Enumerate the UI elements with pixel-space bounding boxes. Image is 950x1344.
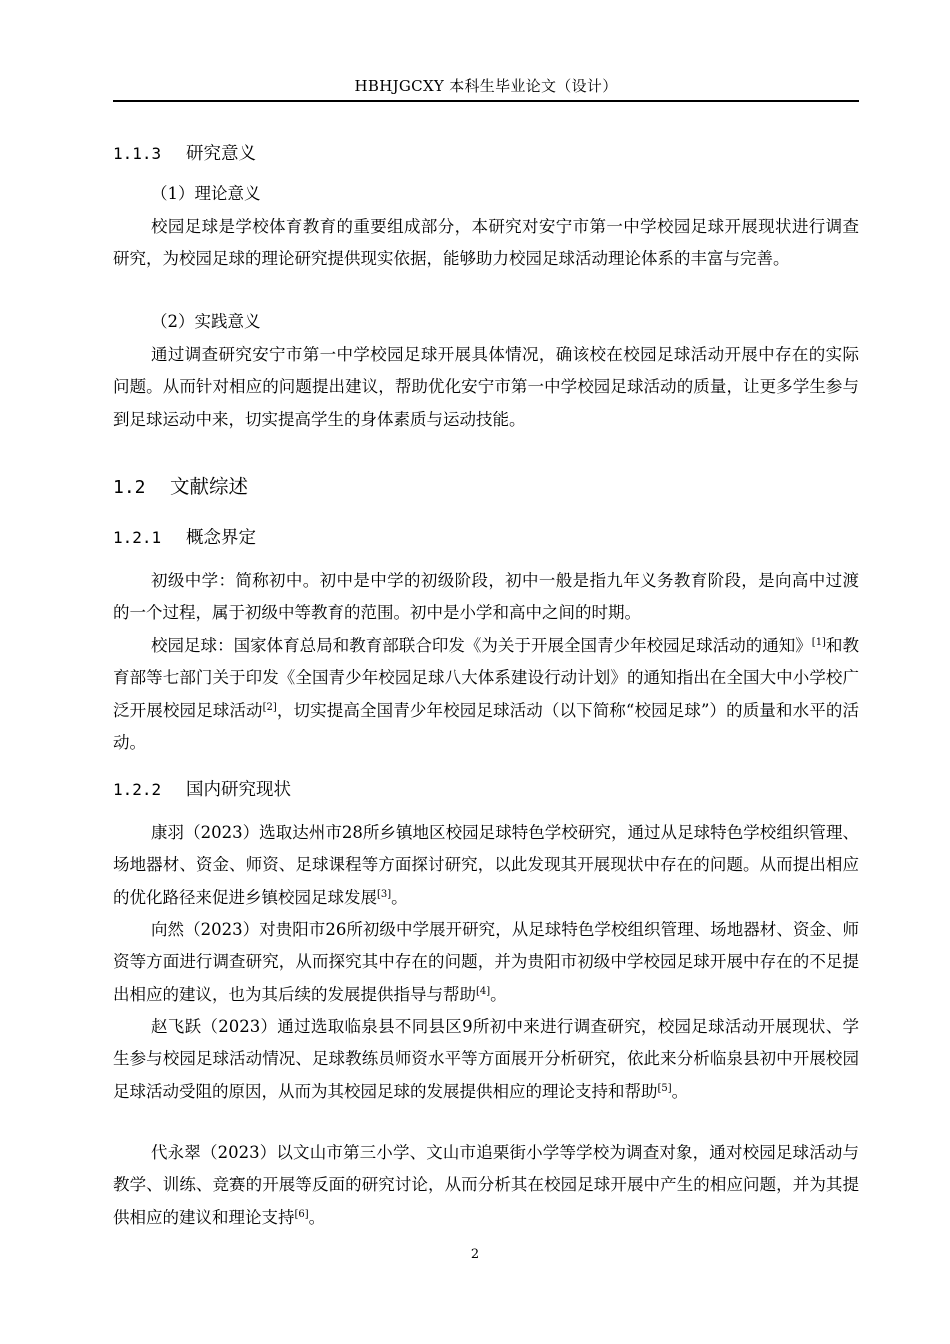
header-rule <box>113 100 859 102</box>
paragraph-campus-football: 校园足球：国家体育总局和教育部联合印发《为关于开展全国青少年校园足球活动的通知》[1]和教育部等七部门关于印发《全国青少年校园足球八大体系建设行动计划》的通知指出在全国大中小学校广泛开展校园足球活动[2]，切实提高全国青少年校园足球活动（以下简称“校园足球”）的质量和水平的活动。 <box>113 636 860 752</box>
heading-number: 1.1.3 <box>113 144 162 163</box>
paragraph-zhao-feiyue: 赵飞跃（2023）通过选取临泉县不同县区9所初中来进行调查研究，校园足球活动开展现状、学生参与校园足球活动情况、足球教练员师资水平等方面展开分析研究，依此来分析临泉县初中开展校园足球活动受阻的原因，从而为其校园足球的发展提供相应的理论支持和帮助[5]。 <box>113 1017 859 1101</box>
subheading-practice: （2）实践意义 <box>151 312 261 331</box>
paragraph-theory-significance: 校园足球是学校体育教育的重要组成部分，本研究对安宁市第一中学校园足球开展现状进行调查研究，为校园足球的理论研究提供现实依据，能够助力校园足球活动理论体系的丰富与完善。 <box>113 217 859 269</box>
heading-1-2 <box>113 473 248 502</box>
heading-number: 1.2.1 <box>113 528 162 547</box>
paragraph-kang-yu: 康羽（2023）选取达州市28所乡镇地区校园足球特色学校研究，通过从足球特色学校组织管理、场地器材、资金、师资、足球课程等方面探讨研究，以此发现其开展现状中存在的问题。从而提出相应的优化路径来促进乡镇校园足球发展[3]。 <box>113 823 859 907</box>
paragraph-practice-significance: 通过调查研究安宁市第一中学校园足球开展具体情况，确该校在校园足球活动开展中存在的实际问题。从而针对相应的问题提出建议，帮助优化安宁市第一中学校园足球活动的质量，让更多学生参与到足球运动中来，切实提高学生的身体素质与运动技能。 <box>113 345 859 429</box>
citation: [4] <box>476 985 491 997</box>
heading-title: 概念界定 <box>186 528 256 548</box>
heading-title: 研究意义 <box>186 144 256 164</box>
heading-number: 1.2.2 <box>113 780 162 799</box>
page-number: 2 <box>470 1247 480 1262</box>
paragraph-dai-yongcui: 代永翠（2023）以文山市第三小学、文山市追栗街小学等学校为调查对象，通对校园足球活动与教学、训练、竞赛的开展等反面的研究讨论，从而分析其在校园足球开展中产生的相应问题，并为其提供相应的建议和理论支持[6]。 <box>113 1143 859 1227</box>
citation: [5] <box>657 1082 672 1094</box>
heading-1-2-2 <box>113 778 291 802</box>
citation: [1] <box>811 637 826 648</box>
running-header: HBHJGCXY 本科生毕业论文（设计） <box>354 77 618 95</box>
heading-title: 文献综述 <box>170 475 249 498</box>
subheading-theory: （1）理论意义 <box>151 184 261 203</box>
heading-number: 1.2 <box>113 477 146 498</box>
paragraph-junior-middle-school: 初级中学：简称初中。初中是中学的初级阶段，初中一般是指九年义务教育阶段，是向高中过渡的一个过程，属于初级中等教育的范围。初中是小学和高中之间的时期。 <box>113 571 859 623</box>
citation: [2] <box>262 701 277 713</box>
heading-title: 国内研究现状 <box>186 780 291 800</box>
heading-1-1-3 <box>113 142 256 166</box>
citation: [3] <box>377 888 392 900</box>
paragraph-xiang-ran: 向然（2023）对贵阳市26所初级中学展开研究，从足球特色学校组织管理、场地器材、资金、师资等方面进行调查研究，从而探究其中存在的问题，并为贵阳市初级中学校园足球开展中存在的不足提出相应的建议，也为其后续的发展提供指导与帮助[4]。 <box>113 920 859 1004</box>
heading-1-2-1 <box>113 526 256 550</box>
citation: [6] <box>294 1208 309 1220</box>
